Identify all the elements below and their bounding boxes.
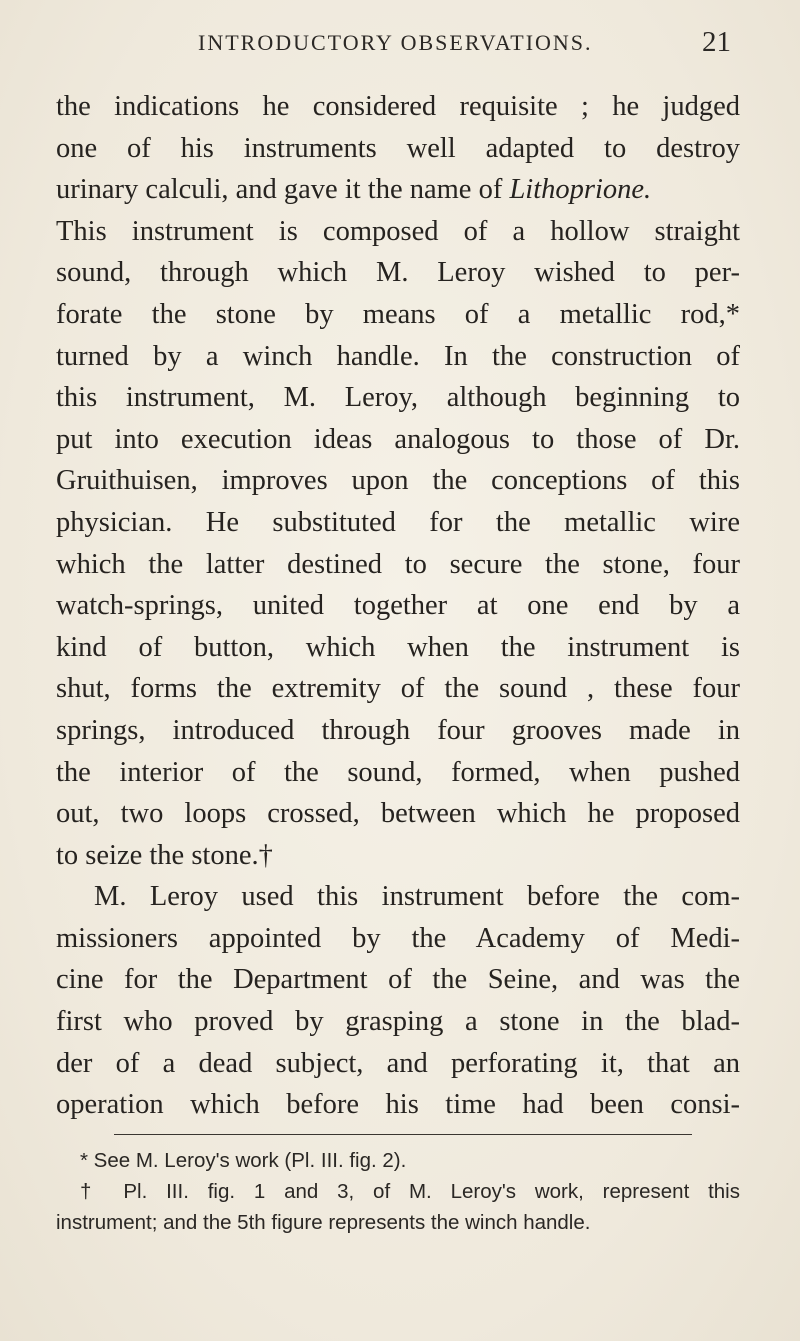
- footnote-line: † Pl. III. fig. 1 and 3, of M. Leroy's work, represent this: [80, 1180, 740, 1203]
- footnote-line: * See M. Leroy's work (Pl. III. fig. 2).: [80, 1149, 407, 1172]
- text-line: out, two loops crossed, between which he proposed: [56, 798, 740, 830]
- footnotes: [56, 1145, 740, 1238]
- running-head: INTRODUCTORY OBSERVATIONS.: [198, 30, 593, 55]
- text-line: kind of button, which when the instrument is: [56, 631, 740, 663]
- text-line: cine for the Department of the Seine, and was the: [56, 964, 740, 996]
- text-line: forate the stone by means of a metallic rod,*: [56, 298, 740, 330]
- text-line: put into execution ideas analogous to those of Dr.: [56, 423, 740, 455]
- text-line: der of a dead subject, and perforating it, that an: [56, 1047, 740, 1079]
- text-line: this instrument, M. Leroy, although beginning to: [56, 382, 740, 414]
- text-line: This instrument is composed of a hollow straight: [56, 215, 740, 247]
- text-line: first who proved by grasping a stone in the blad-: [56, 1006, 740, 1038]
- text-line: turned by a winch handle. In the construction of: [56, 340, 740, 372]
- text-line: to seize the stone.†: [56, 839, 273, 871]
- text-line: missioners appointed by the Academy of Medi-: [56, 922, 740, 954]
- text-line: watch-springs, united together at one end by a: [56, 590, 740, 622]
- footnote-rule: [114, 1134, 692, 1135]
- text-line: sound, through which M. Leroy wished to per-: [56, 257, 740, 289]
- page-header: [0, 26, 800, 66]
- text-line: one of his instruments well adapted to destroy: [56, 132, 740, 164]
- text-line: the indications he considered requisite ; he judged: [56, 91, 740, 122]
- text-line: M. Leroy used this instrument before the com-: [94, 881, 740, 913]
- text-line: shut, forms the extremity of the sound , these four: [56, 673, 740, 705]
- italic-term: Lithoprione.: [509, 174, 652, 206]
- text-line: physician. He substituted for the metallic wire: [56, 506, 740, 538]
- footnote-line: instrument; and the 5th figure represents the winch handle.: [56, 1211, 591, 1234]
- text-line: springs, introduced through four grooves made in: [56, 714, 740, 746]
- text-line: operation which before his time had been consi-: [56, 1089, 740, 1121]
- text-line: the interior of the sound, formed, when pushed: [56, 756, 740, 788]
- text-line: [56, 169, 740, 211]
- body-text: [56, 86, 740, 1126]
- text-line: Gruithuisen, improves upon the conceptions of this: [56, 465, 740, 497]
- text-line-part: urinary calculi, and gave it the name of: [56, 174, 503, 206]
- page-number: 21: [702, 26, 731, 58]
- text-line: which the latter destined to secure the stone, four: [56, 548, 740, 580]
